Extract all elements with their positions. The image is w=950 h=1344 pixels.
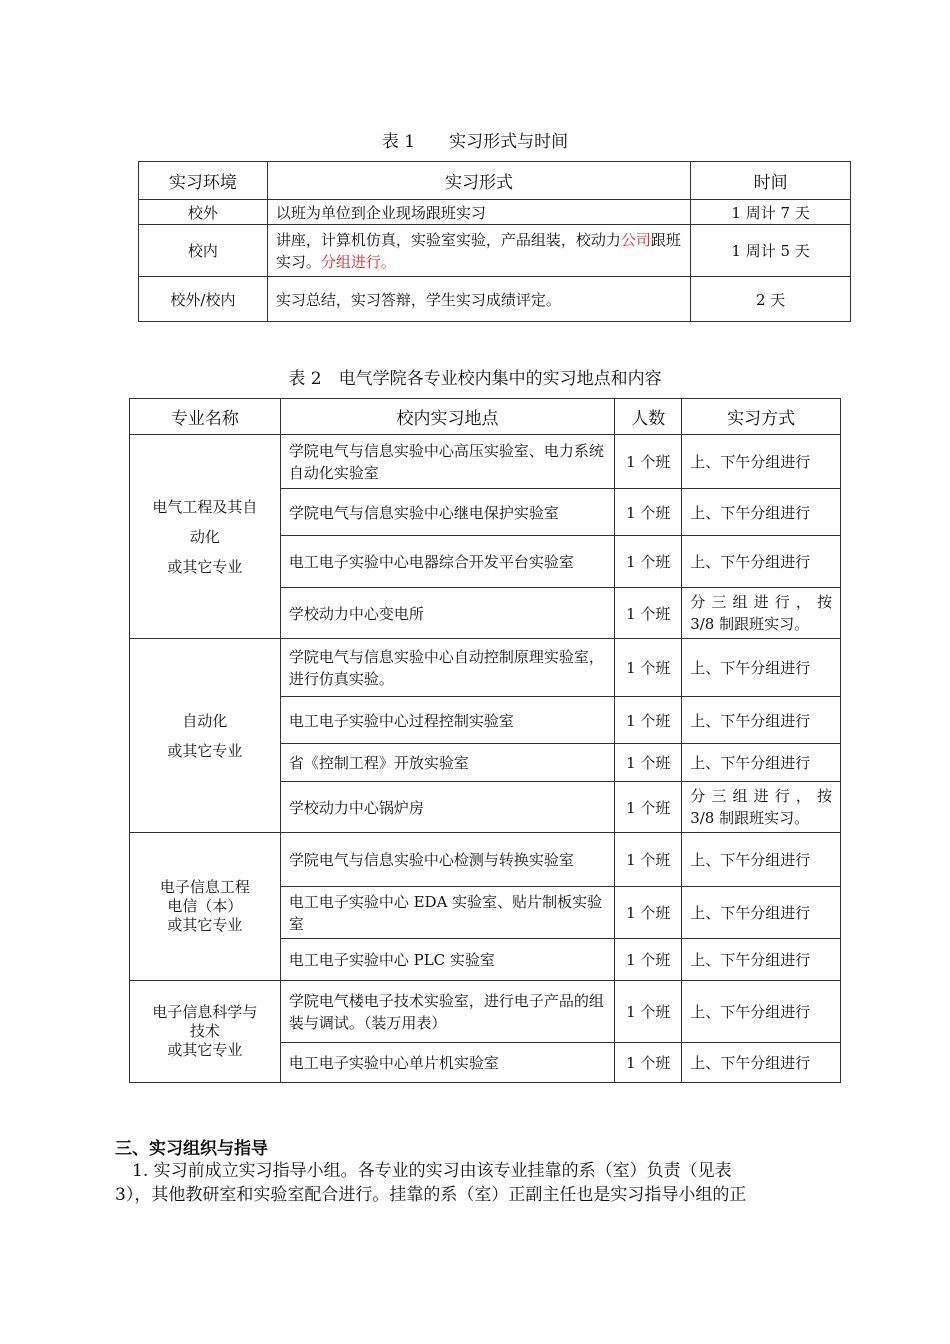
count-cell: 1 个班 — [615, 588, 682, 639]
place-cell: 省《控制工程》开放实验室 — [280, 744, 614, 782]
mode-cell: 上、下午分组进行 — [682, 744, 841, 782]
env-cell: 校外 — [139, 200, 268, 225]
mode-line: 3/8 制跟班实习。 — [690, 615, 810, 633]
env-cell: 校内 — [139, 225, 268, 277]
place-cell: 电工电子实验中心 EDA 实验室、贴片制板实验室 — [280, 887, 614, 939]
table2-header-place: 校内实习地点 — [280, 399, 614, 435]
mode-cell: 上、下午分组进行 — [682, 833, 841, 887]
time-cell: 1 周计 7 天 — [691, 200, 851, 225]
major-line: 或其它专业 — [167, 916, 243, 934]
major-cell — [130, 833, 281, 981]
major-line: 自动化 — [182, 711, 228, 730]
mode-cell — [682, 782, 841, 833]
mode-cell: 上、下午分组进行 — [682, 697, 841, 744]
count-cell: 1 个班 — [615, 833, 682, 887]
mode-cell: 上、下午分组进行 — [682, 1043, 841, 1083]
mode-cell: 上、下午分组进行 — [682, 536, 841, 588]
table2-header-major: 专业名称 — [130, 399, 281, 435]
table-row — [130, 981, 841, 1043]
major-line: 电子信息工程 — [159, 878, 250, 896]
table2-header-count: 人数 — [615, 399, 682, 435]
place-cell: 学院电气与信息实验中心高压实验室、电力系统自动化实验室 — [280, 435, 614, 489]
place-cell: 电工电子实验中心过程控制实验室 — [280, 697, 614, 744]
mode-cell: 上、下午分组进行 — [682, 489, 841, 536]
table-row — [139, 200, 851, 225]
time-cell: 1 周计 5 天 — [691, 225, 851, 277]
mode-line: 分三组进行，按 — [690, 787, 832, 805]
section-title: 三、实习组织与指导 — [115, 1139, 268, 1159]
mode-cell — [682, 588, 841, 639]
major-cell — [130, 981, 281, 1083]
count-cell: 1 个班 — [615, 981, 682, 1043]
table1-header-env: 实习环境 — [139, 162, 268, 200]
mode-cell: 上、下午分组进行 — [682, 435, 841, 489]
form-text: 跟班实习。 — [275, 230, 681, 271]
major-line: 或其它专业 — [167, 557, 243, 576]
form-text: 讲座，计算机仿真，实验室实验，产品组装，校动力 — [275, 230, 621, 249]
mode-line: 3/8 制跟班实习。 — [690, 809, 810, 827]
mode-cell: 上、下午分组进行 — [682, 939, 841, 981]
place-cell: 学院电气与信息实验中心继电保护实验室 — [280, 489, 614, 536]
count-cell: 1 个班 — [615, 697, 682, 744]
count-cell: 1 个班 — [615, 536, 682, 588]
paragraph-line: 1. 实习前成立实习指导小组。各专业的实习由该专业挂靠的系（室）负责（见表 — [115, 1161, 732, 1181]
place-cell: 学校动力中心锅炉房 — [280, 782, 614, 833]
mode-cell: 上、下午分组进行 — [682, 887, 841, 939]
place-cell: 电工电子实验中心电器综合开发平台实验室 — [280, 536, 614, 588]
count-cell: 1 个班 — [615, 744, 682, 782]
count-cell: 1 个班 — [615, 1043, 682, 1083]
table2-caption: 表 2 电气学院各专业校内集中的实习地点和内容 — [288, 369, 662, 389]
major-line: 电子信息科学与 — [152, 1003, 258, 1021]
form-text-red: 公司 — [620, 230, 651, 249]
major-cell — [130, 639, 281, 833]
table-row — [139, 277, 851, 322]
count-cell: 1 个班 — [615, 489, 682, 536]
place-cell: 电工电子实验中心单片机实验室 — [280, 1043, 614, 1083]
table1-caption: 表 1 实习形式与时间 — [381, 132, 569, 152]
table-row — [130, 639, 841, 697]
major-line: 技术 — [189, 1022, 220, 1040]
count-cell: 1 个班 — [615, 887, 682, 939]
major-line: 或其它专业 — [167, 741, 243, 760]
form-cell: 以班为单位到企业现场跟班实习 — [267, 200, 690, 225]
form-cell — [267, 225, 690, 277]
major-line: 或其它专业 — [167, 1041, 243, 1059]
place-cell: 学校动力中心变电所 — [280, 588, 614, 639]
table-row — [139, 225, 851, 277]
table-row — [130, 833, 841, 887]
table1 — [138, 161, 851, 322]
major-line: 电信（本） — [167, 897, 243, 915]
mode-cell: 上、下午分组进行 — [682, 639, 841, 697]
table2-header-row — [130, 399, 841, 435]
table2 — [129, 398, 841, 1083]
count-cell: 1 个班 — [615, 435, 682, 489]
major-line: 电气工程及其自 — [152, 497, 258, 516]
count-cell: 1 个班 — [615, 939, 682, 981]
table1-header-time: 时间 — [691, 162, 851, 200]
place-cell: 学院电气与信息实验中心检测与转换实验室 — [280, 833, 614, 887]
place-cell: 电工电子实验中心 PLC 实验室 — [280, 939, 614, 981]
count-cell: 1 个班 — [615, 782, 682, 833]
place-cell: 学院电气与信息实验中心自动控制原理实验室，进行仿真实验。 — [280, 639, 614, 697]
major-cell — [130, 435, 281, 639]
env-cell: 校外/校内 — [139, 277, 268, 322]
mode-cell: 上、下午分组进行 — [682, 981, 841, 1043]
form-text-red: 分组进行。 — [320, 252, 396, 271]
place-cell: 学院电气楼电子技术实验室，进行电子产品的组装与调试。（装万用表） — [280, 981, 614, 1043]
paragraph-line: 3），其他教研室和实验室配合进行。挂靠的系（室）正副主任也是实习指导小组的正 — [115, 1185, 747, 1205]
mode-line: 分三组进行，按 — [690, 593, 832, 611]
time-cell: 2 天 — [691, 277, 851, 322]
table1-header-row — [139, 162, 851, 200]
form-cell: 实习总结，实习答辩，学生实习成绩评定。 — [267, 277, 690, 322]
table-row — [130, 435, 841, 489]
major-line: 动化 — [189, 527, 220, 546]
count-cell: 1 个班 — [615, 639, 682, 697]
table1-header-form: 实习形式 — [267, 162, 690, 200]
table2-header-mode: 实习方式 — [682, 399, 841, 435]
